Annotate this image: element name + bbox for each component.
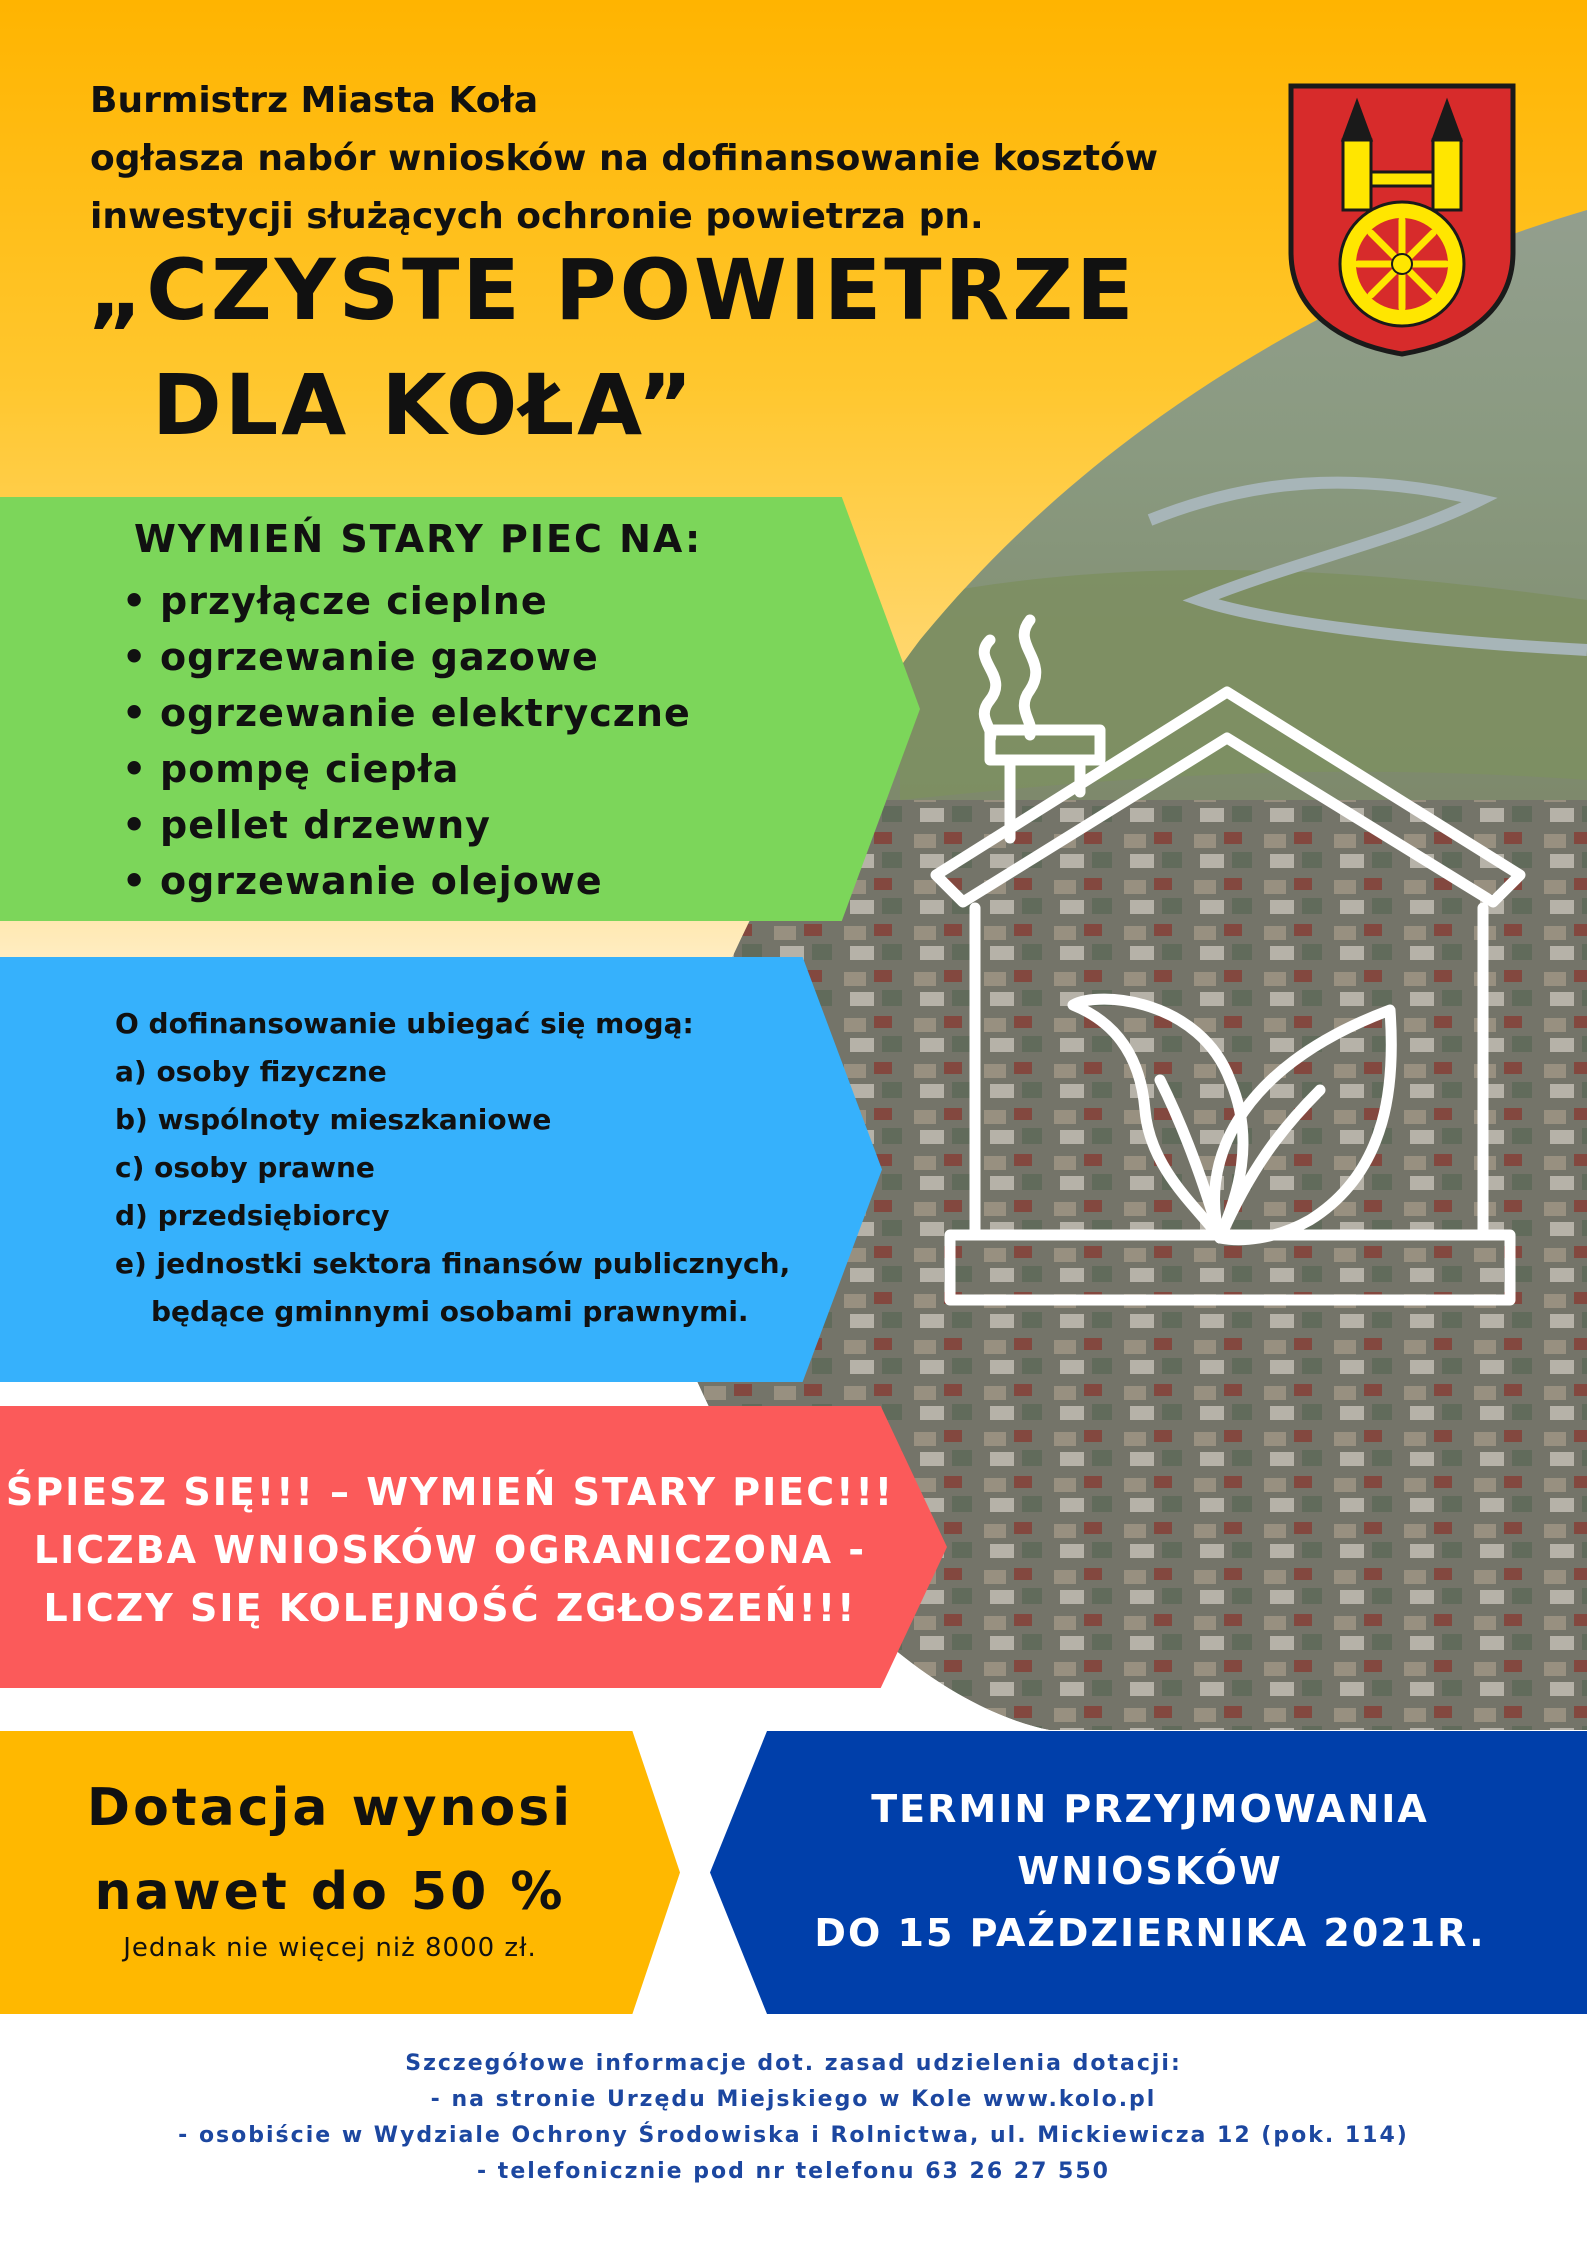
list-item-continuation: będące gminnymi osobami prawnymi. (151, 1295, 749, 1328)
heating-options-list (122, 573, 691, 909)
coat-of-arms-icon (1287, 82, 1517, 357)
intro-line-2: ogłasza nabór wniosków na dofinansowanie kosztów (90, 138, 1159, 179)
list-item (122, 629, 691, 685)
hurry-line-2: LICZBA WNIOSKÓW OGRANICZONA - (33, 1528, 867, 1572)
footer-line-1: Szczegółowe informacje dot. zasad udzielenia dotacji: (405, 2051, 1182, 2076)
list-item: e) jednostki sektora finansów publicznych, (115, 1247, 791, 1280)
heating-option-label: ogrzewanie gazowe (160, 635, 599, 679)
intro-line-1: Burmistrz Miasta Koła (90, 80, 539, 121)
footer-line-4: - telefonicznie pod nr telefonu 63 26 27 550 (477, 2159, 1110, 2184)
list-item (122, 853, 691, 909)
deadline-line-3: DO 15 PAŹDZIERNIKA 2021R. (814, 1911, 1486, 1955)
bullet-icon: • (122, 859, 148, 903)
heating-option-label: pompę ciepła (160, 747, 460, 791)
list-item: d) przedsiębiorcy (115, 1199, 390, 1232)
bullet-icon: • (122, 579, 148, 623)
footer-line-3: - osobiście w Wydziale Ochrony Środowiska i Rolnictwa, ul. Mickiewicza 12 (pok. 114) (178, 2123, 1409, 2148)
intro-text (90, 72, 1290, 246)
list-item (122, 685, 691, 741)
hurry-line-3: LICZY SIĘ KOLEJNOŚĆ ZGŁOSZEŃ!!! (43, 1586, 857, 1630)
title-line-2: DLA KOŁA” (152, 356, 696, 454)
eligible-applicants-text (115, 1000, 790, 1336)
list-item: b) wspólnoty mieszkaniowe (115, 1103, 552, 1136)
grant-amount-line-1: Dotacja wynosi (86, 1778, 574, 1838)
title-line-1: „CZYSTE POWIETRZE (88, 241, 1137, 339)
deadline-line-1: TERMIN PRZYJMOWANIA (871, 1787, 1429, 1831)
grant-amount-line-2: nawet do 50 % (94, 1862, 566, 1922)
list-item (122, 741, 691, 797)
list-item: a) osoby fizyczne (115, 1055, 387, 1088)
bullet-icon: • (122, 803, 148, 847)
eco-house-icon (930, 610, 1530, 1330)
grant-amount-note: Jednak nie więcej niż 8000 zł. (123, 1933, 537, 1963)
heating-option-label: pellet drzewny (160, 803, 491, 847)
heating-option-label: przyłącze cieplne (160, 579, 548, 623)
heating-option-label: ogrzewanie elektryczne (160, 691, 691, 735)
deadline-line-2: WNIOSKÓW (1017, 1849, 1283, 1893)
deadline-text (740, 1778, 1560, 1964)
list-item (122, 573, 691, 629)
eligible-applicants-intro: O dofinansowanie ubiegać się mogą: (115, 1007, 694, 1040)
footer-info (0, 2046, 1587, 2190)
list-item (122, 797, 691, 853)
hurry-line-1: ŚPIESZ SIĘ!!! – WYMIEŃ STARY PIEC!!! (5, 1470, 895, 1514)
footer-line-2: - na stronie Urzędu Miejskiego w Kole www.kolo.pl (430, 2087, 1157, 2112)
bullet-icon: • (122, 747, 148, 791)
intro-line-3: inwestycji służących ochronie powietrza pn. (90, 196, 984, 237)
heating-option-label: ogrzewanie olejowe (160, 859, 603, 903)
bullet-icon: • (122, 635, 148, 679)
bullet-icon: • (122, 691, 148, 735)
list-item: c) osoby prawne (115, 1151, 375, 1184)
heating-options-heading: WYMIEŃ STARY PIEC NA: (134, 517, 703, 561)
hurry-text (0, 1463, 900, 1637)
